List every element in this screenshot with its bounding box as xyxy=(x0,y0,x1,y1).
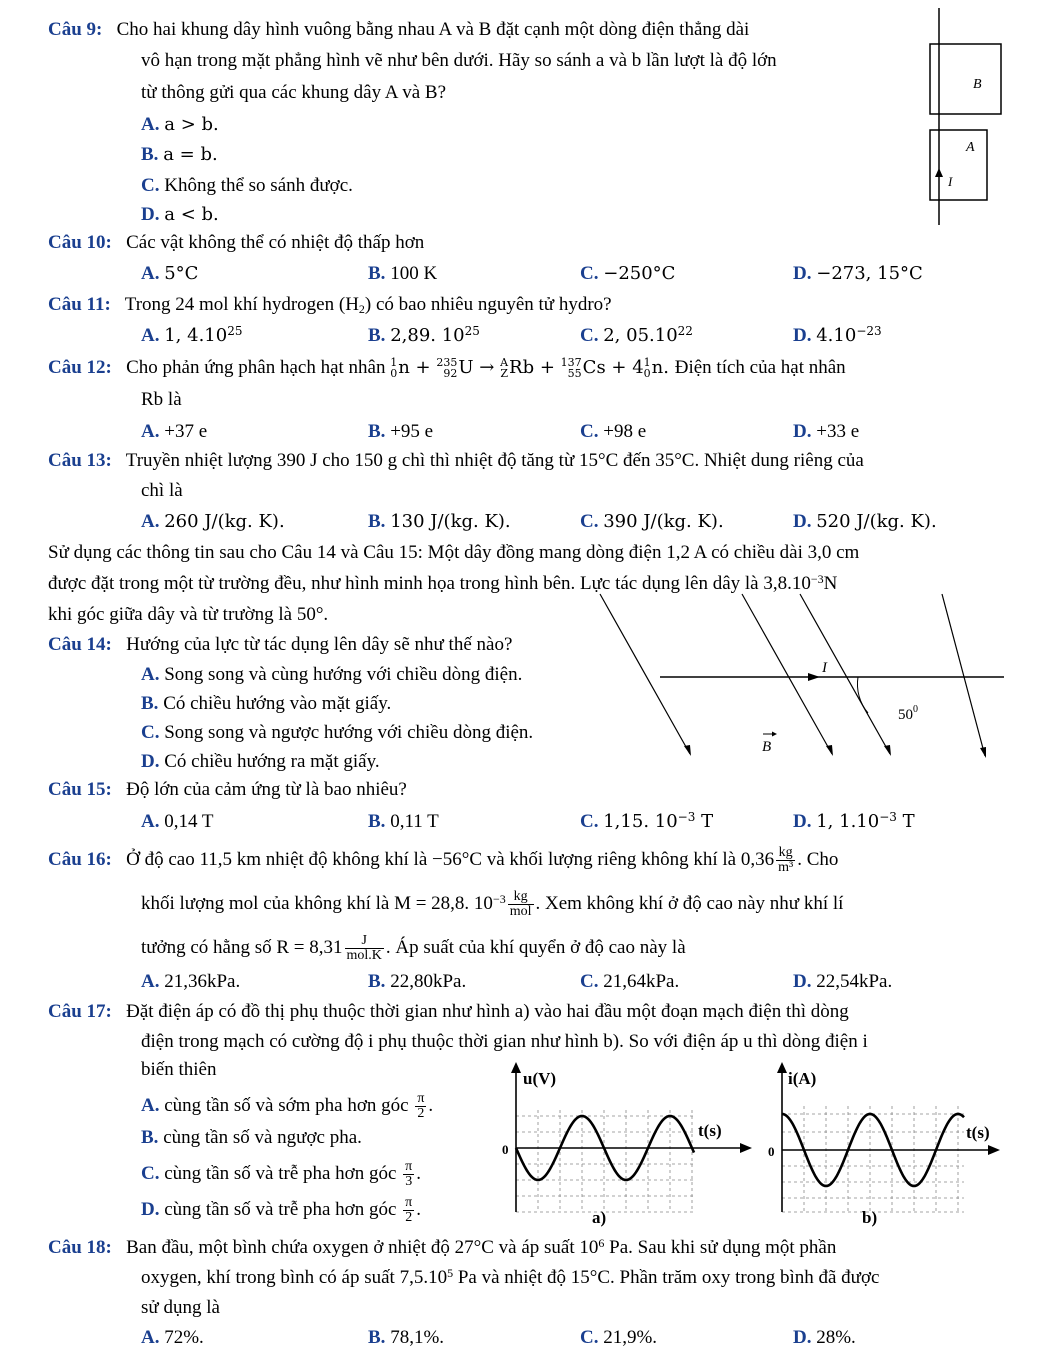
option-key: D. xyxy=(793,971,812,992)
q18-line1 xyxy=(48,1236,836,1260)
q16-fraction2: kg mol xyxy=(509,889,532,919)
option-text: 260 J/(kg. K). xyxy=(164,511,285,532)
q9-label: Câu 9: xyxy=(48,19,103,40)
q18-exp1: 6 xyxy=(598,1236,605,1250)
q10-option-c[interactable] xyxy=(580,262,675,286)
q13-line1 xyxy=(48,449,864,473)
t-axis-arrow-icon xyxy=(740,1143,752,1153)
q15-option-b[interactable] xyxy=(368,810,439,834)
option-key: A. xyxy=(141,1327,160,1348)
option-key: D. xyxy=(141,204,160,225)
option-exp: −23 xyxy=(856,324,882,338)
q17-option-a[interactable]: A. cùng tần số và sớm pha hơn góc $\frac{\pi}{2}$ . xyxy=(141,1091,434,1121)
option-text: 5°C xyxy=(164,263,199,284)
q12-option-c[interactable] xyxy=(580,420,646,444)
field-arrow-icon xyxy=(884,745,891,756)
q12-option-b[interactable] xyxy=(368,420,433,444)
q16-label: Câu 16: xyxy=(48,848,112,870)
q13-option-b[interactable] xyxy=(368,510,511,534)
current-label: I xyxy=(822,660,827,676)
option-text: −250°C xyxy=(603,263,676,284)
q9-option-b[interactable] xyxy=(141,143,218,167)
option-text: 0,11 T xyxy=(390,811,439,832)
option-base: 4.10 xyxy=(816,325,857,346)
option-key: C. xyxy=(141,175,160,196)
q17-text1: Đặt điện áp có đồ thị phụ thuộc thời gian như hình a) vào hai đầu một đoạn mạch điện thì dòng xyxy=(126,1001,849,1022)
origin-label: 0 xyxy=(768,1144,775,1159)
option-key: D. xyxy=(141,1198,160,1220)
option-text: 21,36kPa. xyxy=(164,971,241,992)
q16-text1: Ở độ cao 11,5 km nhiệt độ không khí là −56°C và khối lượng riêng không khí là 0,36 xyxy=(126,848,775,870)
field-arrow-icon xyxy=(684,745,691,756)
option-text: 22,54kPa. xyxy=(816,971,893,992)
option-key: A. xyxy=(141,263,160,284)
q18-exp2: 5 xyxy=(447,1266,454,1280)
q16-text2: khối lượng mol của không khí là M = 28,8. 10 xyxy=(141,892,493,914)
caption-b: b) xyxy=(862,1208,878,1227)
option-key: C. xyxy=(580,971,599,992)
q12-label: Câu 12: xyxy=(48,357,112,378)
option-unit: T xyxy=(896,811,915,832)
q9-line1 xyxy=(48,18,749,42)
q9-text1: Cho hai khung dây hình vuông bằng nhau A và B đặt cạnh một dòng điện thẳng dài xyxy=(116,19,750,40)
option-text: 72%. xyxy=(164,1327,204,1348)
q17-line1 xyxy=(48,1000,849,1024)
q16-option-c[interactable] xyxy=(580,970,679,994)
option-key: A. xyxy=(141,421,160,442)
q12-option-a[interactable] xyxy=(141,420,207,444)
q16-text3b: . Áp suất của khí quyển ở độ cao này là xyxy=(385,936,686,958)
q12-text-b: Điện tích của hạt nhân xyxy=(674,357,846,378)
q15-option-c[interactable] xyxy=(580,810,713,834)
field-line xyxy=(600,594,690,754)
option-key: A. xyxy=(141,971,160,992)
option-key: B. xyxy=(141,693,159,714)
q12-line1 xyxy=(48,356,846,380)
current-label: I xyxy=(948,174,953,189)
option-key: B. xyxy=(368,811,386,832)
q14-label: Câu 14: xyxy=(48,634,112,655)
option-key: A. xyxy=(141,811,160,832)
q10-label: Câu 10: xyxy=(48,232,112,253)
option-text: 21,9%. xyxy=(603,1327,658,1348)
q18-text3: sử dụng là xyxy=(141,1297,220,1318)
option-text: Không thể so sánh được. xyxy=(164,175,353,196)
q15-option-d[interactable] xyxy=(793,810,915,834)
field-label: B xyxy=(762,739,772,755)
option-text: Có chiều hướng vào mặt giấy. xyxy=(163,693,392,714)
q18-option-d[interactable] xyxy=(793,1326,856,1350)
option-text: 22,80kPa. xyxy=(390,971,467,992)
grid xyxy=(782,1106,964,1212)
q11-text-a: Trong 24 mol khí hydrogen (H xyxy=(124,294,359,315)
option-exp: −3 xyxy=(879,810,897,824)
option-key: A. xyxy=(141,664,160,685)
option-key: B. xyxy=(368,263,386,284)
q11-option-c[interactable] xyxy=(580,324,693,348)
q11-option-d[interactable] xyxy=(793,324,882,348)
option-text: 78,1%. xyxy=(390,1327,445,1348)
angle-arc xyxy=(857,677,868,713)
option-key: A. xyxy=(141,325,160,346)
option-text: 0,14 T xyxy=(164,811,214,832)
q16-text3: tưởng có hằng số R = 8,31 xyxy=(141,936,343,958)
option-key: A. xyxy=(141,114,160,135)
q14-option-c[interactable] xyxy=(141,721,533,745)
q16-exp: −3 xyxy=(492,891,506,906)
q18-text2b: Pa và nhiệt độ 15°C. Phần trăm oxy trong bình đã được xyxy=(453,1267,880,1288)
option-key: D. xyxy=(141,751,160,772)
option-key: D. xyxy=(793,811,812,832)
q14-option-a[interactable] xyxy=(141,663,522,687)
q15-text: Độ lớn của cảm ứng từ là bao nhiêu? xyxy=(126,779,407,800)
u-axis-arrow-icon xyxy=(511,1062,521,1073)
option-unit: T xyxy=(695,811,714,832)
q16-fraction3: J mol.K xyxy=(346,933,382,963)
q9-text2: vô hạn trong mặt phẳng hình vẽ như bên dưới. Hãy so sánh a và b lần lượt là độ lớn xyxy=(141,50,777,71)
option-text: 390 J/(kg. K). xyxy=(603,511,724,532)
option-text: a > b. xyxy=(164,114,219,135)
q16-line1 xyxy=(48,846,838,875)
q17-label: Câu 17: xyxy=(48,1001,112,1022)
q10-option-b[interactable] xyxy=(368,262,437,286)
option-key: D. xyxy=(793,263,812,284)
current-arrow-icon xyxy=(935,168,943,177)
q11-line xyxy=(48,293,612,317)
q9-option-d[interactable] xyxy=(141,203,219,227)
option-key: C. xyxy=(580,325,599,346)
q16-fraction1: $\frac{kg}{\text{m³}}$ xyxy=(778,845,794,875)
q9-option-c[interactable] xyxy=(141,174,353,198)
q18-option-c[interactable] xyxy=(580,1326,657,1350)
option-text: +98 e xyxy=(603,421,647,442)
option-key: B. xyxy=(141,1127,159,1148)
origin-label: 0 xyxy=(502,1142,509,1157)
t-axis-arrow-icon xyxy=(988,1145,1000,1155)
q13-option-d[interactable] xyxy=(793,510,937,534)
q14-text: Hướng của lực từ tác dụng lên dây sẽ như thế nào? xyxy=(126,634,513,655)
option-key: B. xyxy=(368,421,386,442)
option-text: 28%. xyxy=(816,1327,856,1348)
frame-b xyxy=(930,44,1001,114)
option-text: −273, 15°C xyxy=(816,263,923,284)
q18-line2 xyxy=(141,1266,879,1290)
option-text: Song song và ngược hướng với chiều dòng điện. xyxy=(164,722,534,743)
angle-label: $50^0$ xyxy=(898,704,918,723)
option-key: A. xyxy=(141,511,160,532)
shared-text3: khi góc giữa dây và từ trường là 50°. xyxy=(48,604,329,625)
option-text: +95 e xyxy=(390,421,434,442)
q14-option-b[interactable] xyxy=(141,692,391,716)
option-text: cùng tần số và trễ pha hơn góc xyxy=(164,1162,397,1184)
option-key: C. xyxy=(580,263,599,284)
q18-option-a[interactable] xyxy=(141,1326,204,1350)
option-key: C. xyxy=(141,722,160,743)
q11-option-a[interactable] xyxy=(141,324,243,348)
option-exp: −3 xyxy=(677,810,696,824)
q17-graph-b xyxy=(758,1060,1018,1230)
option-key: B. xyxy=(368,325,386,346)
q9-figure xyxy=(900,0,1040,232)
shared-unit: N xyxy=(823,573,838,594)
q11-sub: 2 xyxy=(358,302,365,316)
option-key: D. xyxy=(793,421,812,442)
caption-a: a) xyxy=(592,1208,607,1227)
q16-text1b: . Cho xyxy=(797,848,839,870)
option-exp: 22 xyxy=(677,324,693,338)
q17-option-c[interactable]: C. cùng tần số và trễ pha hơn góc $\frac{\pi}{3}$ . xyxy=(141,1159,421,1189)
q10-text: Các vật không thể có nhiệt độ thấp hơn xyxy=(126,232,425,253)
q16-line3 xyxy=(141,934,686,963)
q15-label: Câu 15: xyxy=(48,779,112,800)
option-base: 1,15. 10 xyxy=(603,811,678,832)
option-key: C. xyxy=(580,511,599,532)
q13-text1: Truyền nhiệt lượng 390 J cho 150 g chì thì nhiệt độ tăng từ 15°C đến 35°C. Nhiệt dung riêng của xyxy=(125,450,864,471)
q10-option-a[interactable] xyxy=(141,262,198,286)
shared-text2: được đặt trong một từ trường đều, như hình minh họa trong hình bên. Lực tác dụng lên dây là 3,8.10 xyxy=(48,573,811,594)
option-text: cùng tần số và trễ pha hơn góc xyxy=(164,1198,397,1220)
option-text: 520 J/(kg. K). xyxy=(816,511,937,532)
option-text: a = b. xyxy=(163,144,218,165)
option-exp: 25 xyxy=(227,324,243,338)
shared-exp: −3 xyxy=(810,572,824,586)
option-key: D. xyxy=(793,511,812,532)
q12-option-d[interactable] xyxy=(793,420,859,444)
q18-text2: oxygen, khí trong bình có áp suất 7,5.10 xyxy=(141,1267,448,1288)
field-arrow-icon xyxy=(980,747,986,758)
q10-option-d[interactable] xyxy=(793,262,923,286)
option-key: B. xyxy=(368,511,386,532)
field-line xyxy=(800,594,890,754)
q11-option-b[interactable] xyxy=(368,324,480,348)
q17-text3: biến thiên xyxy=(141,1059,217,1080)
q18-text1b: Pa. Sau khi sử dụng một phần xyxy=(604,1237,837,1258)
option-key: D. xyxy=(793,1327,812,1348)
option-key: C. xyxy=(141,1162,160,1184)
i-axis-label: i(A) xyxy=(788,1069,817,1088)
grid xyxy=(516,1110,694,1212)
q16-option-d[interactable] xyxy=(793,970,892,994)
q14-line xyxy=(48,633,512,657)
q18-text1: Ban đầu, một bình chứa oxygen ở nhiệt độ 27°C và áp suất 10 xyxy=(126,1237,599,1258)
option-key: B. xyxy=(141,144,159,165)
q13-option-a[interactable] xyxy=(141,510,285,534)
q12-text-a: Cho phản ứng phân hạch hạt nhân xyxy=(126,357,386,378)
q10-line xyxy=(48,231,424,255)
q11-label: Câu 11: xyxy=(48,294,111,315)
q16-text2b: . Xem không khí ở độ cao này như khí lí xyxy=(535,892,844,914)
q17-option-d[interactable]: D. cùng tần số và trễ pha hơn góc $\frac{\pi}{2}$ . xyxy=(141,1195,421,1225)
q18-option-b[interactable] xyxy=(368,1326,444,1350)
option-text: Có chiều hướng ra mặt giấy. xyxy=(164,751,380,772)
option-text: 130 J/(kg. K). xyxy=(390,511,511,532)
q13-option-c[interactable] xyxy=(580,510,724,534)
q13-label: Câu 13: xyxy=(48,450,112,471)
option-text: cùng tần số và sớm pha hơn góc xyxy=(164,1094,409,1116)
q14-figure xyxy=(600,588,1010,768)
t-axis-label: t(s) xyxy=(698,1121,722,1140)
q12-text2: Rb là xyxy=(141,389,182,410)
q12-equation: 1 0 n + 235 92 U → A Z Rb + 137 55 Cs + 4 1 0 n. xyxy=(390,356,669,380)
q9-option-a[interactable] xyxy=(141,113,219,137)
option-exp: 25 xyxy=(464,324,480,338)
option-text: +37 e xyxy=(164,421,208,442)
q15-option-a[interactable] xyxy=(141,810,214,834)
q18-label: Câu 18: xyxy=(48,1237,112,1258)
vector-arrow-icon xyxy=(772,732,777,737)
option-text: cùng tần số và ngược pha. xyxy=(163,1127,362,1148)
q16-option-a[interactable] xyxy=(141,970,240,994)
field-line xyxy=(942,594,985,756)
option-key: C. xyxy=(580,1327,599,1348)
q13-text2: chì là xyxy=(141,480,183,501)
option-key: C. xyxy=(580,811,599,832)
frame-b-label: B xyxy=(973,77,982,92)
q17-option-b[interactable] xyxy=(141,1126,362,1150)
i-axis-arrow-icon xyxy=(777,1062,787,1073)
current-arrow-icon xyxy=(808,673,820,681)
option-text: a < b. xyxy=(164,204,219,225)
option-key: D. xyxy=(793,325,812,346)
frame-a-label: A xyxy=(966,140,975,155)
option-base: 2,89. 10 xyxy=(390,325,465,346)
q17-graph-a xyxy=(496,1060,756,1230)
option-text: Song song và cùng hướng với chiều dòng điện. xyxy=(164,664,523,685)
field-line xyxy=(742,594,832,754)
option-base: 1, 1.10 xyxy=(816,811,880,832)
q9-text3: từ thông gửi qua các khung dây A và B? xyxy=(141,82,447,103)
option-text: 100 K xyxy=(390,263,438,284)
t-axis-label: t(s) xyxy=(966,1123,990,1142)
option-key: A. xyxy=(141,1094,160,1116)
option-text: +33 e xyxy=(816,421,860,442)
q14-option-d[interactable] xyxy=(141,750,380,774)
option-text: 21,64kPa. xyxy=(603,971,680,992)
q16-option-b[interactable] xyxy=(368,970,466,994)
u-axis-label: u(V) xyxy=(523,1069,557,1088)
field-arrow-icon xyxy=(826,745,833,756)
q15-line xyxy=(48,778,407,802)
q17-text2: điện trong mạch có cường độ i phụ thuộc thời gian như hình b). So với điện áp u thì dòng điện i xyxy=(141,1031,868,1052)
option-key: B. xyxy=(368,971,386,992)
option-base: 1, 4.10 xyxy=(164,325,228,346)
shared-text1: Sử dụng các thông tin sau cho Câu 14 và Câu 15: Một dây đồng mang dòng điện 1,2 A có chiều dài 3,0 cm xyxy=(48,542,860,563)
q16-line2 xyxy=(141,890,843,919)
option-key: B. xyxy=(368,1327,386,1348)
option-key: C. xyxy=(580,421,599,442)
option-base: 2, 05.10 xyxy=(603,325,678,346)
q11-text-b: ) có bao nhiêu nguyên tử hydro? xyxy=(364,294,612,315)
